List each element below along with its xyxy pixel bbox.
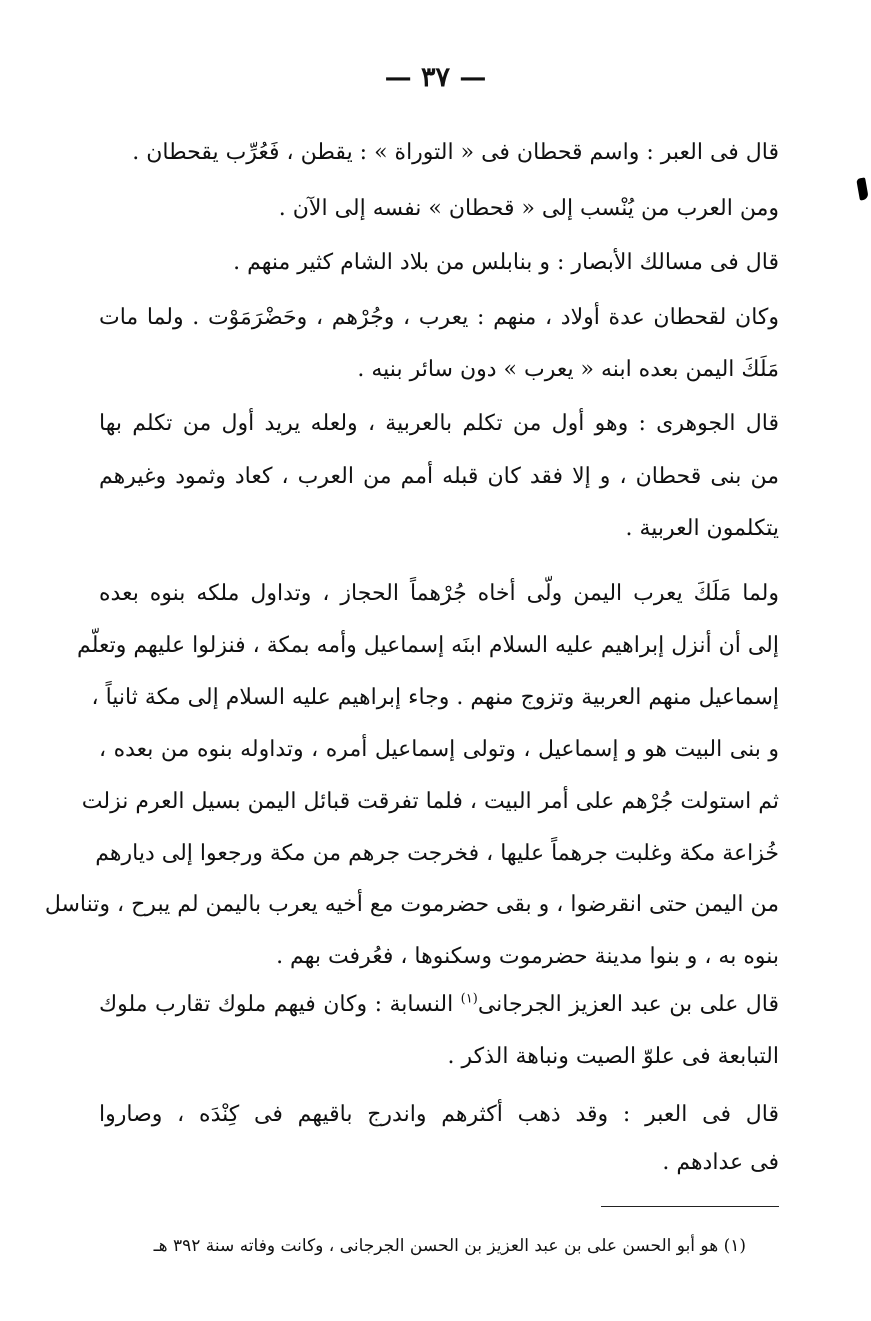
text-line: التبابعة فى علوّ الصيت ونباهة الذكر . (447, 1044, 779, 1069)
text-line: خُزاعة مكة وغلبت جرهماً عليها ، فخرجت جرهم من مكة ورجعوا إلى ديارهم (95, 841, 779, 866)
text-line: إلى أن أنزل إبراهيم عليه السلام ابنَه إسماعيل وأمه بمكة ، فنزلوا عليهم وتعلّم (77, 633, 779, 658)
text-line: ثم استولت جُرْهم على أمر البيت ، فلما تفرقت قبائل اليمن بسيل العرم نزلت (81, 789, 779, 814)
footnote-reference: (١) (460, 991, 478, 1007)
text-line: إسماعيل منهم العربية وتزوج منهم . وجاء إبراهيم عليه السلام إلى مكة ثانياً ، (91, 685, 779, 710)
text-line: و بنى البيت هو و إسماعيل ، وتولى إسماعيل أمره ، وتداوله بنوه من بعده ، (99, 737, 779, 762)
footnote-separator (601, 1206, 779, 1207)
footnote: (١) هو أبو الحسن على بن عبد العزيز بن الحسن الجرجانى ، وكانت وفاته سنة ٣٩٢ هـ (153, 1236, 746, 1256)
text-line: مَلَكَ اليمن بعده ابنه « يعرب » دون سائر بنيه . (357, 357, 779, 382)
page-number: — ٣٧ — (384, 62, 487, 93)
text-line: من بنى قحطان ، و إلا فقد كان قبله أمم من العرب ، كعاد وثمود وغيرهم (99, 464, 779, 489)
text-segment: النسابة : وكان فيهم ملوك تقارب ملوك (99, 992, 454, 1017)
margin-ink-mark (856, 177, 869, 200)
text-segment: قال على بن عبد العزيز الجرجانى (477, 992, 779, 1017)
text-line: وكان لقحطان عدة أولاد ، منهم : يعرب ، وجُرْهم ، وحَضْرَمَوْت . ولما مات (99, 305, 779, 330)
text-line: بنوه به ، و بنوا مدينة حضرموت وسكنوها ، فعُرفت بهم . (276, 944, 779, 969)
text-line: قال فى العبر : وقد ذهب أكثرهم واندرج باقيهم فى كِنْدَه ، وصاروا (99, 1102, 779, 1127)
text-line: من اليمن حتى انقرضوا ، و بقى حضرموت مع أخيه يعرب باليمن لم يبرح ، وتناسل (44, 892, 779, 917)
text-line: ولما مَلَكَ يعرب اليمن ولّى أخاه جُرْهماً الحجاز ، وتداول ملكه بنوه بعده (99, 581, 779, 606)
text-line: قال فى العبر : واسم قحطان فى « التوراة » : يقطن ، فَعُرِّب يقحطان . (132, 140, 779, 165)
text-line: فى عدادهم . (662, 1150, 779, 1175)
text-line: يتكلمون العربية . (625, 516, 779, 541)
text-line (99, 985, 779, 1025)
text-line: قال فى مسالك الأبصار : و بنابلس من بلاد الشام كثير منهم . (233, 250, 779, 275)
text-line: ومن العرب من يُنْسب إلى « قحطان » نفسه إلى الآن . (278, 196, 779, 221)
text-line: قال الجوهرى : وهو أول من تكلم بالعربية ، ولعله يريد أول من تكلم بها (99, 411, 779, 436)
